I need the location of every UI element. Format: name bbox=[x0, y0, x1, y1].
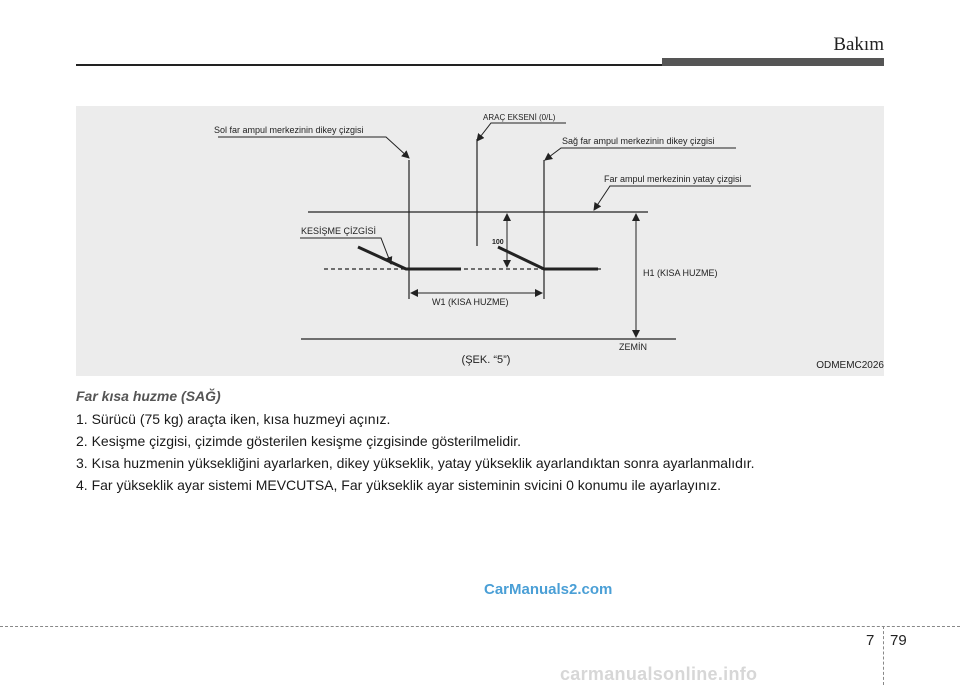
diagram-svg bbox=[76, 106, 884, 376]
label-w1: W1 (KISA HUZME) bbox=[432, 297, 509, 307]
headlight-aim-diagram bbox=[76, 106, 884, 376]
step-2: 2. Kesişme çizgisi, çizimde gösterilen kesişme çizgisinde gösterilmelidir. bbox=[76, 433, 522, 449]
leader-right-vertical bbox=[545, 148, 736, 160]
chapter-number: 7 bbox=[866, 632, 875, 649]
site-watermark: carmanualsonline.info bbox=[560, 664, 758, 684]
label-dimension-100: 100 bbox=[492, 239, 504, 246]
page-header-title: Bakım bbox=[833, 34, 884, 55]
procedure-section bbox=[76, 388, 896, 496]
watermark-link[interactable]: CarManuals2.com bbox=[484, 581, 613, 598]
label-h1: H1 (KISA HUZME) bbox=[643, 268, 718, 278]
label-cutoff: KESİŞME ÇİZGİSİ bbox=[301, 226, 377, 236]
label-left-vertical: Sol far ampul merkezinin dikey çizgisi bbox=[214, 125, 364, 135]
label-ground: ZEMİN bbox=[619, 342, 647, 352]
figure-caption: (ŞEK. “5”) bbox=[461, 354, 511, 366]
step-4: 4. Far yükseklik ayar sistemi MEVCUTSA, Far yükseklik ayar sisteminin svicini 0 konumu ile ayarlayınız. bbox=[76, 477, 721, 493]
right-beam-pattern bbox=[498, 247, 598, 269]
section-heading: Far kısa huzme (SAĞ) bbox=[76, 388, 221, 404]
step-1: 1. Sürücü (75 kg) araçta iken, kısa huzmeyi açınız. bbox=[76, 411, 391, 427]
header-rule-accent bbox=[662, 58, 884, 66]
figure-code: ODMEMC2026 bbox=[816, 360, 884, 371]
page-number: 79 bbox=[890, 632, 907, 649]
label-vehicle-axis: ARAÇ EKSENİ (0/L) bbox=[483, 113, 556, 122]
step-3: 3. Kısa huzmenin yüksekliğini ayarlarken, dikey yükseklik, yatay yükseklik ayarlandıktan sonra ayarlanmalıdır. bbox=[76, 455, 755, 471]
label-right-vertical: Sağ far ampul merkezinin dikey çizgisi bbox=[562, 136, 715, 146]
leader-left-vertical bbox=[218, 137, 409, 158]
footer-rule bbox=[0, 626, 960, 627]
leader-vehicle-axis bbox=[477, 123, 566, 141]
header-rule bbox=[76, 64, 662, 66]
footer-divider bbox=[883, 626, 884, 685]
leader-horizontal bbox=[594, 186, 751, 210]
leader-cutoff bbox=[300, 238, 391, 264]
label-horizontal: Far ampul merkezinin yatay çizgisi bbox=[604, 174, 742, 184]
